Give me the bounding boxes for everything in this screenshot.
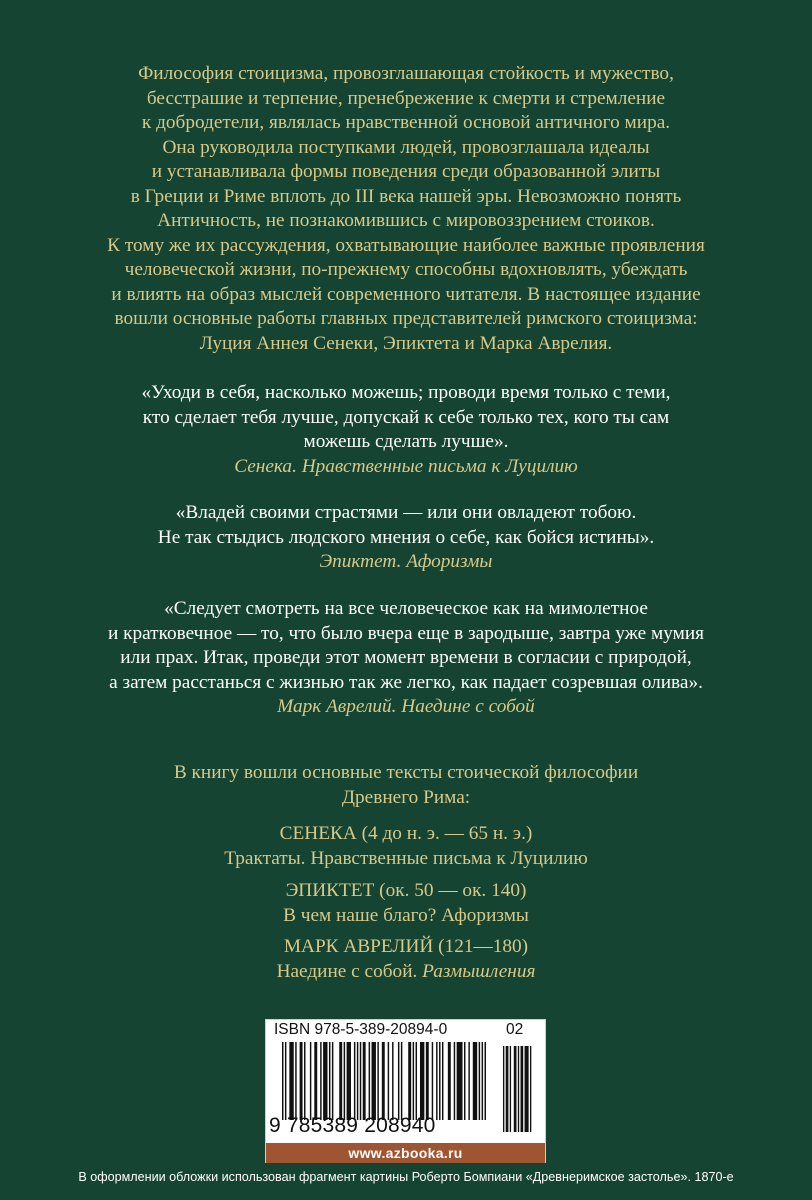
intro-line: Луция Аннея Сенеки, Эпиктета и Марка Аврелия.	[199, 332, 613, 354]
intro-line: Философия стоицизма, провозглашающая стойкость и мужество,	[138, 63, 674, 84]
quote-attribution: Марк Аврелий. Наедине с собой	[277, 696, 535, 717]
quote-line: «Уходи в себя, насколько можешь; проводи время только с теми,	[141, 382, 671, 403]
author-works: Наедине с собой. Размышления	[276, 960, 536, 982]
quote-attribution: Сенека. Нравственные письма к Луцилию	[234, 455, 578, 477]
quote-line: можешь сделать лучше».	[303, 431, 509, 452]
quote-line: «Следует смотреть на все человеческое как на мимолетное	[164, 598, 648, 619]
author-entry-epictetus	[0, 879, 812, 928]
isbn-label: ISBN 978-5-389-20894-0	[274, 1021, 448, 1038]
barcode-panel	[265, 1019, 546, 1163]
intro-line: К тому же их рассуждения, охватывающие наиболее важные проявления	[107, 234, 705, 256]
quote-line: Не так стыдись людского мнения о себе, как бойся истины».	[157, 526, 655, 548]
intro-paragraph	[0, 62, 812, 356]
intro-line: и устанавливала формы поведения среди образованной элиты	[151, 161, 661, 182]
quote-line: или прах. Итак, проведи этот момент времени в согласии с природой,	[120, 647, 692, 668]
contents-intro-line: Древнего Рима:	[341, 786, 471, 808]
quote-seneca	[0, 381, 812, 479]
author-entry-marcus-aurelius	[0, 935, 812, 984]
contents-intro-line: В книгу вошли основные тексты стоической философии	[173, 762, 639, 783]
publisher-url: www.azbooka.ru	[266, 1143, 545, 1163]
intro-line: в Греции и Риме вплоть до III века нашей эры. Невозможно понять	[130, 185, 682, 207]
barcode-main-bars	[282, 1042, 486, 1120]
quote-line: кто сделает тебя лучше, допускай к себе только тех, кого ты сам	[142, 406, 670, 428]
cover-credit: В оформлении обложки использован фрагмент картины Роберто Бомпиани «Древнеримское застолье». 1870-е	[78, 1170, 734, 1184]
quote-marcus-aurelius	[0, 597, 812, 720]
quote-line: и кратковечное — то, что было вчера еще в зародыше, завтра уже мумия	[107, 622, 705, 644]
author-entry-seneca	[0, 822, 812, 871]
ean-digits: 9 785389 208940	[269, 1114, 436, 1137]
author-name: МАРК АВРЕЛИЙ (121—180)	[283, 936, 529, 957]
quote-line: «Владей своими страстями — или они овладеют тобою.	[175, 502, 637, 523]
intro-line: человеческой жизни, по-прежнему способны вдохновлять, убеждать	[124, 259, 688, 280]
quote-line: а затем расстанься с жизнью так же легко, как падает созревшая олива».	[109, 671, 703, 693]
barcode-addon-bars	[503, 1046, 534, 1132]
intro-line: Античность, не познакомившись с мировоззрением стоиков.	[157, 210, 655, 231]
author-name: СЕНЕКА (4 до н. э. — 65 н. э.)	[279, 823, 533, 844]
intro-line: вошли основные работы главных представителей римского стоицизма:	[114, 308, 698, 329]
quote-attribution: Эпиктет. Афоризмы	[319, 551, 493, 572]
quote-epictetus	[0, 501, 812, 575]
intro-line: Она руководила поступками людей, провозглашала идеалы	[162, 136, 650, 158]
author-works: В чем наше благо? Афоризмы	[283, 904, 529, 926]
barcode-addon-label: 02	[506, 1021, 524, 1038]
contents-intro	[0, 761, 812, 810]
intro-line: и влиять на образ мыслей современного читателя. В настоящее издание	[111, 283, 701, 305]
author-works: Трактаты. Нравственные письма к Луцилию	[224, 847, 588, 869]
intro-line: к добродетели, являлась нравственной основой античного мира.	[141, 112, 671, 133]
intro-line: бесстрашие и терпение, пренебрежение к смерти и стремление	[146, 87, 666, 109]
author-name: ЭПИКТЕТ (ок. 50 — ок. 140)	[285, 880, 527, 901]
